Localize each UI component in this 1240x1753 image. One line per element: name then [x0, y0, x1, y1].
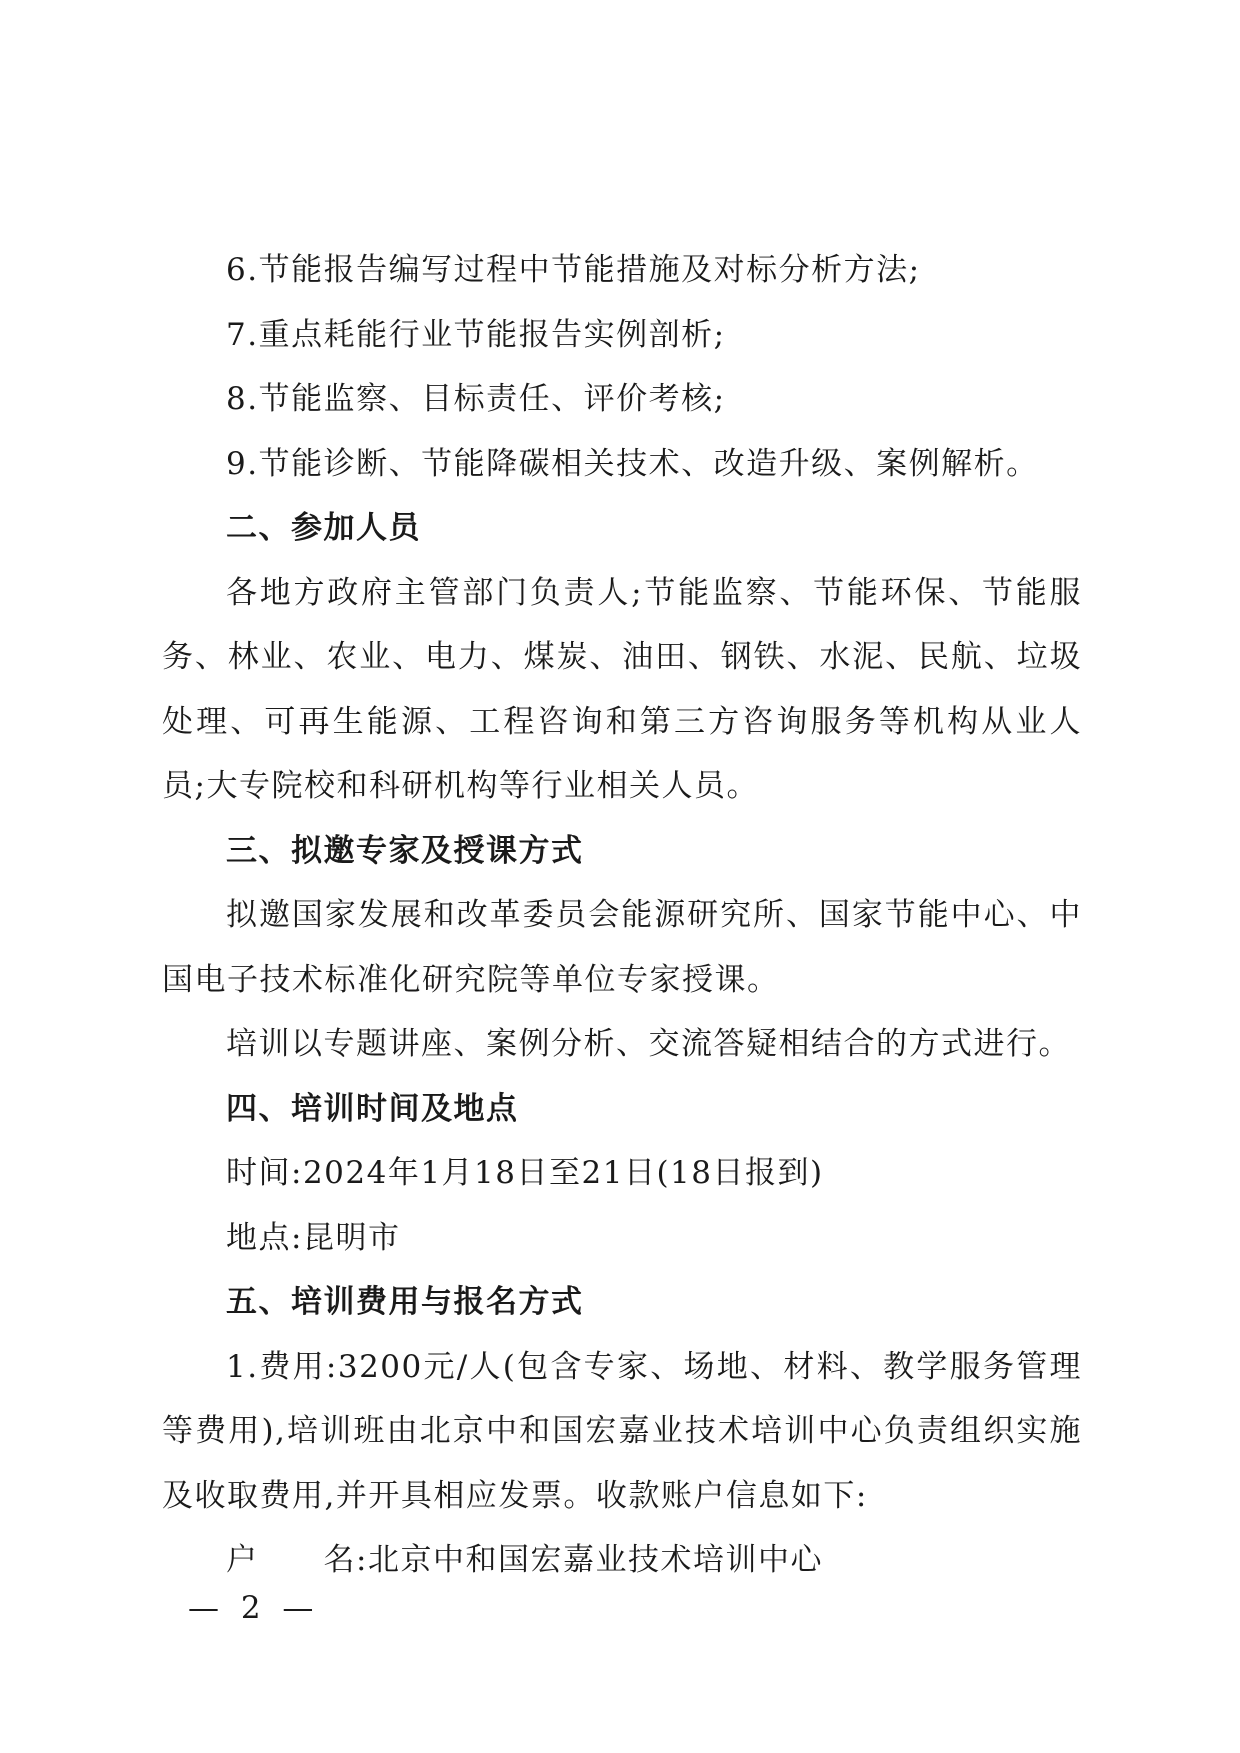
section-heading-participants: 二、参加人员: [226, 510, 421, 546]
list-item-8: 8.节能监察、目标责任、评价考核;: [226, 381, 726, 417]
section-heading-time-place: 四、培训时间及地点: [226, 1090, 519, 1127]
experts-paragraph: 拟邀国家发展和改革委员会能源研究所、国家节能中心、中国电子技术标准化研究院等单位专家授课。: [162, 897, 1082, 998]
training-time: 时间:2024年1月18日至21日(18日报到): [226, 1155, 824, 1191]
page-number: — 2 —: [188, 1590, 320, 1626]
list-item-7: 7.重点耗能行业节能报告实例剖析;: [226, 316, 726, 353]
teaching-method-paragraph: 培训以专题讲座、案例分析、交流答疑相结合的方式进行。: [226, 1026, 1071, 1062]
training-place: 地点:昆明市: [226, 1219, 401, 1256]
participants-paragraph: 各地方政府主管部门负责人;节能监察、节能环保、节能服务、林业、农业、电力、煤炭、油田、钢铁、水泥、民航、垃圾处理、可再生能源、工程咨询和第三方咨询服务等机构从业人员;大专院校和科研机构等行业相关人员。: [162, 574, 1082, 804]
list-item-6: 6.节能报告编写过程中节能措施及对标分析方法;: [226, 252, 921, 288]
account-name: 户 名:北京中和国宏嘉业技术培训中心: [226, 1542, 823, 1578]
section-heading-fees: 五、培训费用与报名方式: [226, 1284, 584, 1320]
section-heading-experts: 三、拟邀专家及授课方式: [226, 832, 584, 869]
body-text: [162, 238, 1082, 1593]
list-item-9: 9.节能诊断、节能降碳相关技术、改造升级、案例解析。: [226, 445, 1039, 482]
fee-paragraph: 1.费用:3200元/人(包含专家、场地、材料、教学服务管理等费用),培训班由北京中和国宏嘉业技术培训中心负责组织实施及收取费用,并开具相应发票。收款账户信息如下:: [162, 1348, 1082, 1514]
